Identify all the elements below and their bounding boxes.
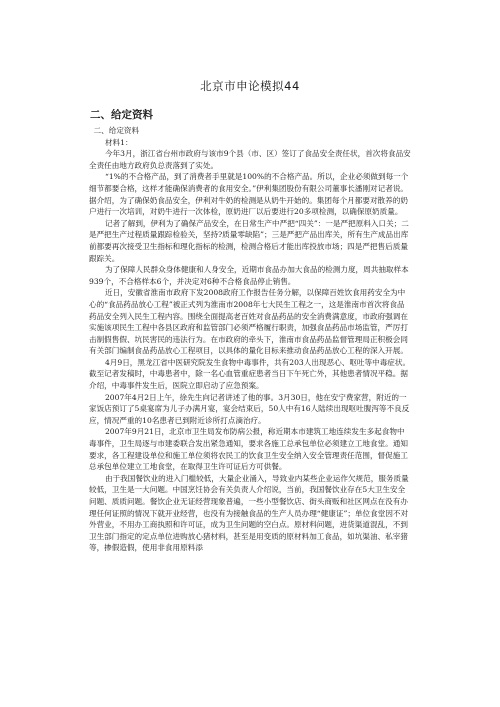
paragraph: 为了保障人民群众身体健康和人身安全，近期市食品办加大食品的检测力度，周共抽取样本939个，不合格样本6个，并决定对6种不合格食品停止销售。 <box>89 265 409 286</box>
paragraph: 2007年4月2日上午，徐先生向记者讲述了他的事。3月30日，他在安宁费家营，附近的一家饭店预订了5桌宴席为儿子办满月宴，宴会结束后，50人中有16人陆续出现呕吐腹泻等不良反应，情况严重的10名患者已到附近诊所打点滴治疗。 <box>89 392 410 425</box>
material-label: 材料1： <box>104 137 133 147</box>
paragraph: 4月9日，黑龙江省中医研究院发生食物中毒事件，共有203人出现恶心、呕吐等中毒症状。截至记者发稿时，中毒患者中，除一名心血管重症患者当日下午死亡外，其他患者情况平稳。据介绍，中毒事件发生后，医院立即启动了应急预案。 <box>89 357 411 391</box>
subheading: 二、给定资料 <box>93 126 140 135</box>
document-body <box>89 125 411 554</box>
section-heading: 二、给定资料 <box>90 109 153 121</box>
paragraph: 记者了解到，伊利为了确保产品安全，在日常生产中严把“四关”：一是严把原料入口关；二是严把生产过程质量跟踪检验关，坚持?质量零缺陷”；三是严把产品出库关，所有生产成品出库前都要再次接受卫生指标和理化指标的检测，检测合格后才能出库投放市场；四是严把售后质量跟踪关。 <box>89 218 409 263</box>
document-title: 北京市申论模拟44 <box>200 79 300 93</box>
paragraph: 由于我国餐饮业的进入门槛较低，大量企业涌入，导致业内某些企业运作欠规范，服务质量较低，卫生是一大问题。中国烹饪协会有关负责人介绍说，当前，我国餐饮业存在5大卫生安全问题、质质问题。餐饮企业无证经营现象普遍，一些小型餐饮店、街头商贩和社区网点在没有办理任何证照的情况下就开业经营，也没有为接触食品的生产人员办理“健康证”；单位食堂因不对外营业，不用办工商执照和许可证，成为卫生问题的空白点。原材料问题，进货渠道混乱，不到卫生部门指定的定点单位进购放心猪材料，甚至是用变质的原材料加工食品，如坑渠油、私宰猪等，掺假造假，使用非食用原料添 <box>89 473 409 553</box>
paragraph: “1%的不合格产品，到了消费者手里就是100%的不合格产品。所以，企业必须做到每一个细节都要合格，这样才能确保消费者的食用安全。”伊利集团股份有限公司董事长潘刚对记者说。据介绍，为了确保奶食品安全，伊利对牛奶的检测是从奶牛开始的。集团每个月都要对散养的奶户进行一次培训，对奶牛进行一次体检，原奶进厂以后要进行20多项检测，以确保原奶质量。 <box>89 172 409 217</box>
paragraph: 今年3月，浙江省台州市政府与该市9个县（市、区）签订了食品安全责任状，首次将食品安全责任由地方政府负总责落到了实处。 <box>89 149 411 170</box>
paragraph: 2007年9月21日，北京市卫生局发布防病公报，称近期本市建筑工地连续发生多起食物中毒事件，卫生局逐与市建委联合发出紧急通知，要求各施工总承包单位必须建立工地食堂。通知要求，各工程建设单位和施工单位须将农民工的饮食卫生安全纳入安全管理责任范围，督促施工总承包单位建立工地食堂，在取得卫生许可证后方可供餐。 <box>89 427 408 472</box>
paragraph: 近日，安徽省淮南市政府下发2008政府工作报告任务分解，以保障百姓饮食用药安全为中心的“食品药品放心工程”被正式列为淮南市2008年七大民生工程之一，这是淮南市首次将食品药品安全列入民生工程内容。围绕全面提高老百姓对食品药品的安全消费满意度，市政府强调在实施该项民生工程中各县区政府和监管部门必须严格履行职责，加强食品药品市场监管，严厉打击制假售假、坑民害民的违法行为。在市政府的牵头下，淮南市食品药品监督管理局正积极会同有关部门编制食品药品放心工程项目，以具体的量化目标来推动食品药品放心工程的深入开展。 <box>89 288 408 356</box>
